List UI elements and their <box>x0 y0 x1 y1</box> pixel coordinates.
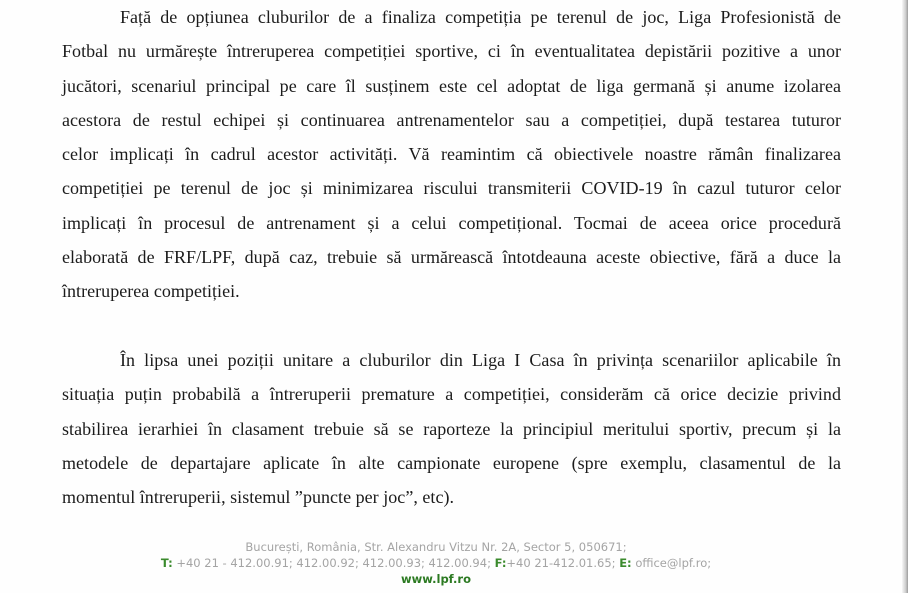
phone-value: +40 21 - 412.00.91; 412.00.92; 412.00.93; 412.00.94; <box>176 556 491 570</box>
paragraph-1 <box>62 0 841 309</box>
paragraph-2-line: stabilirea ierarhiei în clasament trebuie să se raporteze la principiul meritului sportiv, precum și la <box>62 418 841 439</box>
paragraph-2-line: În lipsa unei poziții unitare a cluburilor din Liga I Casa în privința scenariilor aplicabile în <box>120 350 841 370</box>
footer-address: București, România, Str. Alexandru Vitzu Nr. 2A, Sector 5, 050671; <box>245 540 627 554</box>
paragraph-1-line: competiției pe terenul de joc și minimizarea riscului transmiterii COVID-19 în cazul tuturor celor <box>62 178 841 199</box>
paragraph-1-line: celor implicați în cadrul acestor activități. Vă reamintim că obiectivele noastre rămân finalizarea <box>62 144 841 165</box>
phone-label: T: <box>160 556 173 570</box>
paragraph-1-line: implicați în procesul de antrenament și a celui competițional. Tocmai de aceea orice procedură <box>62 212 841 233</box>
paragraph-2 <box>62 343 841 514</box>
footer-contact-line <box>0 555 872 571</box>
paragraph-2-line: situația puțin probabilă a întreruperii premature a competiției, considerăm că orice decizie privind <box>62 384 841 405</box>
paragraph-2-line: metodele de departajare aplicate în alte campionate europene (spre exemplu, clasamentul de la <box>62 452 841 473</box>
email-label: E: <box>619 556 632 570</box>
scan-edge-shadow <box>902 0 908 593</box>
paragraph-1-line: elaborată de FRF/LPF, după caz, trebuie să urmărească întotdeauna aceste obiective, fără a duce la <box>62 247 841 268</box>
paragraph-2-line: momentul întreruperii, sistemul ”puncte per joc”, etc). <box>62 487 455 508</box>
paragraph-1-line: acestora de restul echipei și continuarea antrenamentelor sau a competiției, după testarea tuturor <box>62 109 841 130</box>
email-value[interactable]: office@lpf.ro; <box>635 556 712 570</box>
letterhead-footer <box>0 539 872 587</box>
footer-website-link[interactable]: www.lpf.ro <box>401 572 471 586</box>
paragraph-1-line: Față de opțiunea cluburilor de a finaliza competiția pe terenul de joc, Liga Profesionistă de <box>120 7 841 27</box>
fax-label: F: <box>494 556 507 570</box>
paragraph-1-line: întreruperea competiției. <box>62 281 240 302</box>
paragraph-1-line: Fotbal nu urmărește întreruperea competiției sportive, ci în eventualitatea depistării pozitive a unor <box>62 41 841 62</box>
paragraph-1-line: jucători, scenariul principal pe care îl susținem este cel adoptat de liga germană și anume izolarea <box>62 75 841 96</box>
fax-value: +40 21-412.01.65; <box>506 556 616 570</box>
